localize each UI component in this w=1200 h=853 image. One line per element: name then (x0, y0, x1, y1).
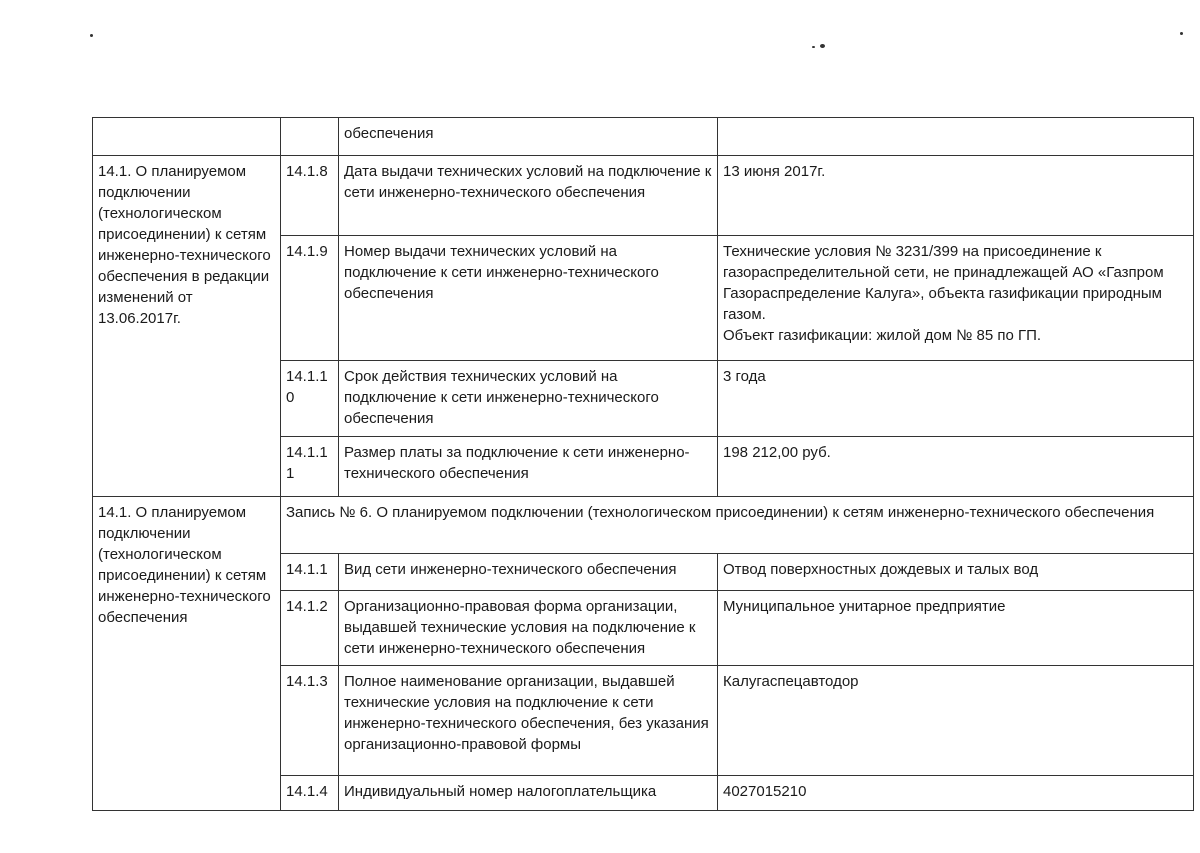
item-label: Полное наименование организации, выдавшей технические условия на подключение к сети инженерно-технического обеспечения, без указания организационно-правовой формы (339, 666, 718, 776)
item-number: 14.1.2 (281, 591, 339, 666)
item-value: Технические условия № 3231/399 на присоединение к газораспределительной сети, не принадлежащей АО «Газпром Газораспределение Калуга», объекта газификации природным газом. Объект газификации: жилой дом № 85 по ГП. (718, 236, 1194, 361)
item-label: Индивидуальный номер налогоплательщика (339, 776, 718, 811)
item-value: Калугаспецавтодор (718, 666, 1194, 776)
item-number: 14.1.3 (281, 666, 339, 776)
item-value: 4027015210 (718, 776, 1194, 811)
table-row (93, 497, 1194, 554)
item-value: Муниципальное унитарное предприятие (718, 591, 1194, 666)
empty-cell (281, 118, 339, 156)
empty-cell (93, 118, 281, 156)
item-value: 198 212,00 руб. (718, 437, 1194, 497)
item-value: 13 июня 2017г. (718, 156, 1194, 236)
record-title: Запись № 6. О планируемом подключении (технологическом присоединении) к сетям инженерно-технического обеспечения (281, 497, 1194, 554)
scan-speck (90, 34, 93, 37)
item-number: 14.1.1 1 (281, 437, 339, 497)
item-value: 3 года (718, 361, 1194, 437)
item-label: Размер платы за подключение к сети инженерно-технического обеспечения (339, 437, 718, 497)
item-number: 14.1.1 0 (281, 361, 339, 437)
item-label: Номер выдачи технических условий на подключение к сети инженерно-технического обеспечения (339, 236, 718, 361)
item-value: Отвод поверхностных дождевых и талых вод (718, 554, 1194, 591)
item-number: 14.1.1 (281, 554, 339, 591)
empty-cell (718, 118, 1194, 156)
item-label: Дата выдачи технических условий на подключение к сети инженерно-технического обеспечения (339, 156, 718, 236)
item-label: Срок действия технических условий на подключение к сети инженерно-технического обеспечения (339, 361, 718, 437)
scan-speck (1180, 32, 1183, 35)
group-label: 14.1. О планируемом подключении (технологическом присоединении) к сетям инженерно-технического обеспечения в редакции изменений от 13.06.2017г. (93, 156, 281, 497)
document-table (92, 117, 1194, 811)
continued-label: обеспечения (339, 118, 718, 156)
group-label: 14.1. О планируемом подключении (технологическом присоединении) к сетям инженерно-технического обеспечения (93, 497, 281, 811)
item-label: Организационно-правовая форма организации, выдавшей технические условия на подключение к сети инженерно-технического обеспечения (339, 591, 718, 666)
scan-speck (820, 44, 825, 48)
scan-speck (812, 46, 815, 48)
item-label: Вид сети инженерно-технического обеспечения (339, 554, 718, 591)
item-number: 14.1.9 (281, 236, 339, 361)
item-number: 14.1.8 (281, 156, 339, 236)
item-number: 14.1.4 (281, 776, 339, 811)
table-row (93, 156, 1194, 236)
table-row (93, 118, 1194, 156)
